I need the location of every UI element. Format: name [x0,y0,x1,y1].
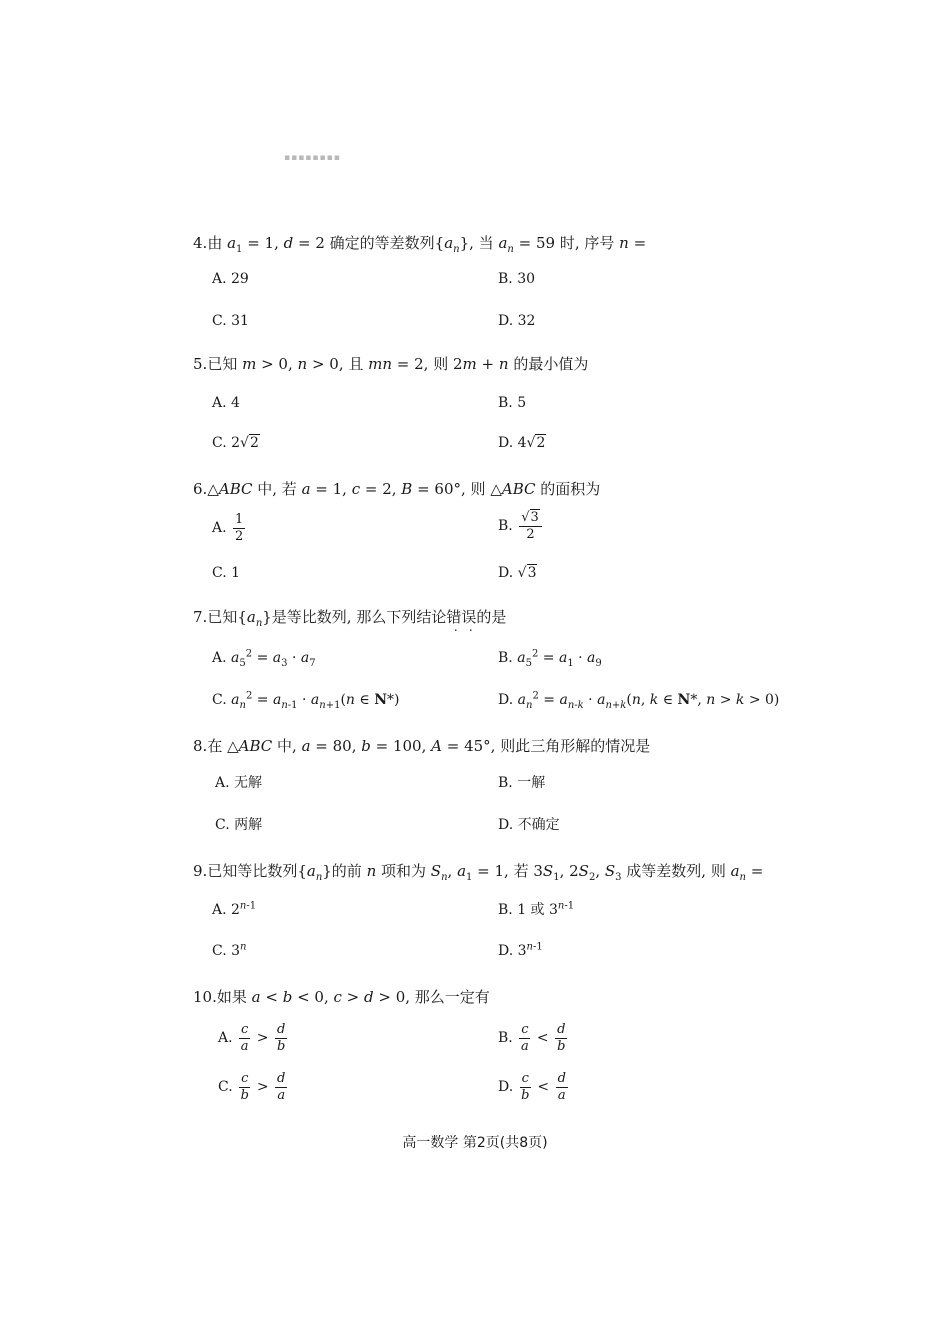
q4-option-c: C. 31 [212,313,249,329]
q5-option-a: A. 4 [212,395,240,411]
q8-option-b: B. 一解 [498,775,546,791]
q8-option-a: A. 无解 [215,775,263,791]
q8-option-c: C. 两解 [215,817,263,833]
q9-option-b: B. 1 或 3$^{n-1}$ [498,900,575,918]
question-6: 6.△ABC 中, 若 a = 1, c = 2, B = 60°, 则 △ABC 的面积为 [193,480,601,498]
q4-option-a: A. 29 [212,271,249,287]
q10-option-d: D. $\frac{c}{b}$ < $\frac{d}{a}$ [498,1071,566,1103]
q6-option-b: B. $\frac{√3}{2}$ [498,510,544,542]
question-number: 5. [193,355,208,373]
question-5: 5.已知 m > 0, n > 0, 且 mn = 2, 则 2m + n 的最小值为 [193,355,589,373]
q5-option-c: C. 2√2 [212,435,259,451]
question-number: 10. [193,988,217,1006]
q6-option-a: A. $\frac{1}{2}$ [212,512,244,544]
scan-noise-mark: ▪▪▪▪▪▪▪▪ [284,153,341,163]
question-number: 9. [193,862,208,880]
question-10: 10.如果 a < b < 0, c > d > 0, 那么一定有 [193,988,490,1006]
q7-option-c: C. $a_n^2 = a_{n-1} \cdot a_{n+1}(n$ ∈ N*) [212,690,400,711]
question-8: 8.在 △ABC 中, a = 80, b = 100, A = 45°, 则此三角形解的情况是 [193,737,651,755]
q6-option-d: D. √3 [498,565,537,581]
q4-option-d: D. 32 [498,313,536,329]
q8-option-d: D. 不确定 [498,817,560,833]
q5-option-d: D. 4√2 [498,435,546,451]
q9-option-a: A. 2$^{n-1}$ [212,900,257,918]
question-number: 6. [193,480,208,498]
q4-option-b: B. 30 [498,271,536,287]
page-footer: 高一数学 第2页(共8页) [402,1135,548,1151]
q6-option-c: C. 1 [212,565,241,581]
question-4: 4.由 $a_1 = 1$, d = 2 确定的等差数列$\{a_n\}$, 当 $a_n = 59$ 时, 序号 n = [193,234,647,255]
q7-option-d: D. $a_n^2 = a_{n-k} \cdot a_{n+k}(n$, k ∈ N*, n > k > 0) [498,690,780,711]
q5-option-b: B. 5 [498,395,527,411]
q7-option-a: A. $a_5^2 = a_3 \cdot a_7$ [212,648,316,669]
question-number: 7. [193,608,208,626]
question-number: 4. [193,234,208,252]
q7-option-b: B. $a_5^2 = a_1 \cdot a_9$ [498,648,602,669]
q10-option-c: C. $\frac{c}{b}$ > $\frac{d}{a}$ [218,1071,286,1103]
q10-option-a: A. $\frac{c}{a}$ > $\frac{d}{b}$ [218,1022,286,1054]
q10-option-b: B. $\frac{c}{a}$ < $\frac{d}{b}$ [498,1022,566,1054]
question-7: 7.已知$\{a_n\}$是等比数列, 那么下列结论错误的是 [193,608,507,629]
q9-option-c: C. 3$^n$ [212,941,247,959]
q9-option-d: D. 3$^{n-1}$ [498,941,543,959]
question-number: 8. [193,737,208,755]
question-9: 9.已知等比数列$\{a_n\}$的前 n 项和为 $S_n$, $a_1 = 1$, 若 $3S_1$, $2S_2$, $S_3$ 成等差数列, 则 $a_n$ = [193,862,764,883]
